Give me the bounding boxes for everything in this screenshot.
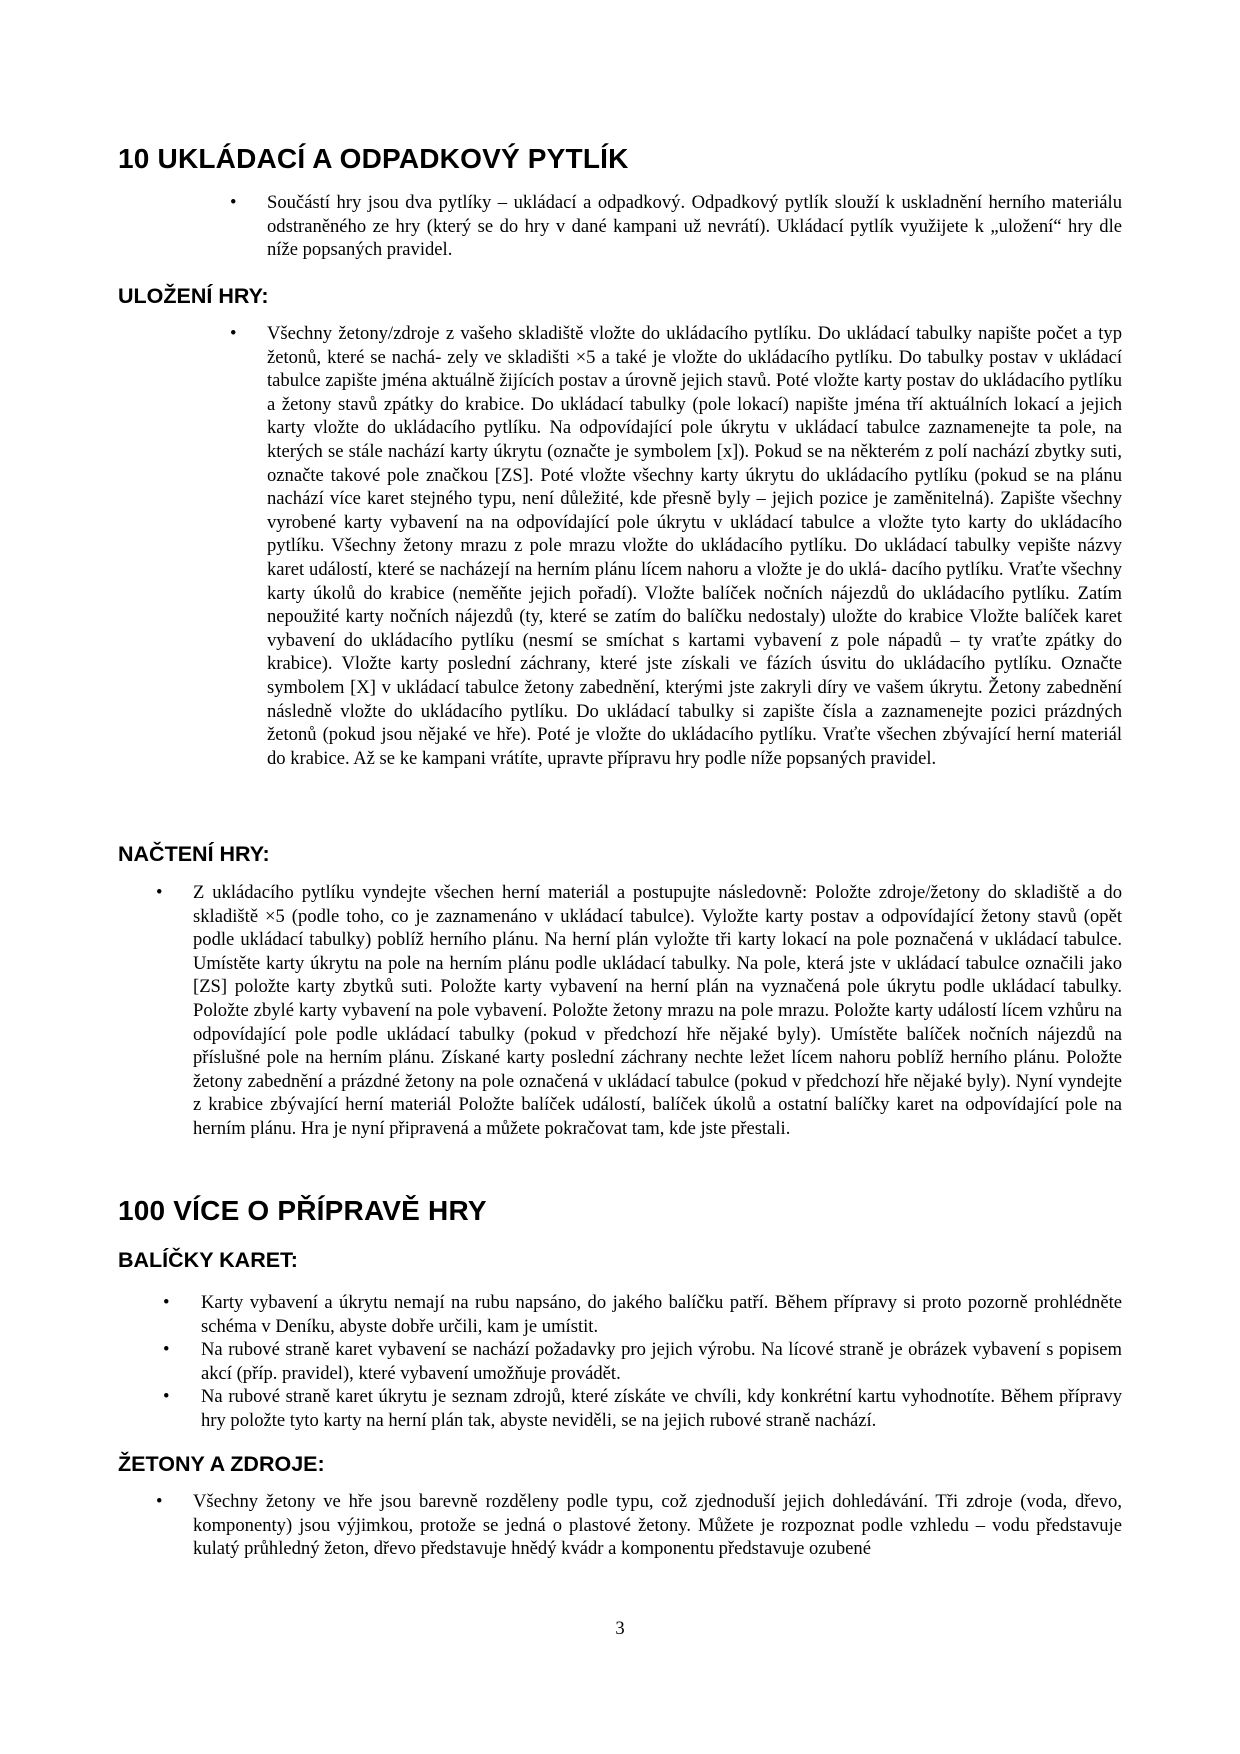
page-number: 3 [615,1618,625,1639]
decks-list [163,1291,1122,1433]
intro-list [230,191,1122,262]
list-item [163,1385,1122,1432]
bullet-glyph: • [163,1292,170,1313]
section-heading-save-bags: 10 UKLÁDACÍ A ODPADKOVÝ PYTLÍK [118,143,629,174]
list-item [230,191,1122,262]
load-paragraph: Z ukládacího pytlíku vyndejte všechen herní materiál a postupujte následovně: Položte zdroje/žetony do skladiště a do skladiště ×5 (podle toho, co je zaznamenáno v ukládací tabulce). Vyložte karty postav a odpovídající žetony stavů (opět podle ukládací tabulky) poblíž herního plánu. Na herní plán vyložte tři karty lokací na pole poznačená v ukládací tabulce. Umístěte karty úkrytu na pole na herním plánu podle ukládací tabulky. Na pole, která jste v ukládací tabulce označili jako [ZS] položte karty zbytků suti. Položte karty vybavení na herní plán na vyznačená pole úkrytu podle ukládací tabulky. Položte zbylé karty vybavení na pole vybavení. Položte žetony mrazu na pole mrazu. Položte karty událostí lícem vzhůru na odpovídající pole podle ukládací tabulky (pokud v předchozí hře nějaké byly). Umístěte balíček nočních nájezdů na příslušné pole na herním plánu. Získané karty poslední záchrany nechte ležet lícem nahoru poblíž herního plánu. Položte žetony zabednění a prázdné žetony na pole označená v ukládací tabulce (pokud v předchozí hře nějaké byly). Nyní vyndejte z krabice zbývající herní materiál Položte balíček událostí, balíček úkolů a ostatní balíčky karet na odpovídající pole na herním plánu. Hra je nyní připravená a můžete pokračovat tam, kde jste přestali. [193,882,1122,1139]
subheading-tokens-resources: ŽETONY A ZDROJE: [118,1452,325,1476]
intro-paragraph: Součástí hry jsou dva pytlíky – ukládací a odpadkový. Odpadkový pytlík slouží k uskladnění herního materiálu odstraněného ze hry (který se do hry v dané kampani už nevrátí). Ukládací pytlík využijete k „uložení“ hry dle níže popsaných pravidel. [267,192,1122,261]
bullet-glyph: • [156,882,163,903]
bullet-glyph: • [230,192,237,213]
save-list [230,322,1122,770]
decks-paragraph: Na rubové straně karet vybavení se nachází požadavky pro jejich výrobu. Na lícové straně je obrázek vybavení s popisem akcí (příp. pravidel), které vybavení umožňuje provádět. [201,1339,1122,1384]
tokens-paragraph: Všechny žetony ve hře jsou barevně rozděleny podle typu, což zjednoduší jejich dohledávání. Tři zdroje (voda, dřevo, komponenty) jsou výjimkou, protože se jedná o plastové žetony. Můžete je rozpoznat podle vzhledu – vodu představuje kulatý průhledný žeton, dřevo představuje hnědý kvádr a komponentu představuje ozubené [193,1491,1122,1560]
subheading-load-game: NAČTENÍ HRY: [118,842,270,866]
list-item [156,1490,1122,1561]
save-paragraph: Všechny žetony/zdroje z vašeho skladiště vložte do ukládacího pytlíku. Do ukládací tabulky napište počet a typ žetonů, které se nachá- zely ve skladišti ×5 a také je vložte do ukládacího pytlíku. Do tabulky postav v ukládací tabulce zapište jména aktuálně žijících postav a úrovně jejich stavů. Poté vložte karty postav do ukládacího pytlíku a žetony stavů zpátky do krabice. Do ukládací tabulky (pole lokací) napište jména tří aktuálních lokací a jejich karty vložte do ukládacího pytlíku. Na odpovídající pole úkrytu v ukládací tabulce zaznamenejte ta pole, na kterých se stále nachází karty úkrytu (označte je symbolem [x]). Pokud se na některém z polí nachází zbytky suti, označte takové pole značkou [ZS]. Poté vložte všechny karty úkrytu do ukládacího pytlíku (pokud se na plánu nachází více karet stejného typu, není důležité, kde přesně byly – jejich pozice je zaměnitelná). Zapište všechny vyrobené karty vybavení na na odpovídající pole úkrytu v ukládací tabulce a vložte tyto karty do ukládacího pytlíku. Všechny žetony mrazu z pole mrazu vložte do ukládacího pytlíku. Do ukládací tabulky vepište názvy karet událostí, které se nacházejí na herním plánu lícem nahoru a vložte je do uklá- dacího pytlíku. Vraťte všechny karty úkolů do krabice (neměňte jejich pořadí). Vložte balíček nočních nájezdů do ukládacího pytlíku. Zatím nepoužité karty nočních nájezdů (ty, které se zatím do balíčku nedostaly) uložte do krabice Vložte balíček karet vybavení do ukládacího pytlíku (nesmí se smíchat s kartami vybavení z pole nápadů – ty vraťte zpátky do krabice). Vložte karty poslední záchrany, které jste získali ve fázích úsvitu do ukládacího pytlíku. Označte symbolem [X] v ukládací tabulce žetony zabednění, kterými jste zakryli díry ve vašem úkrytu. Žetony zabednění následně vložte do ukládacího pytlíku. Do ukládací tabulky si zapište čísla a zaznamenejte pozici prázdných žetonů (pokud jsou nějaké ve hře). Poté je vložte do ukládacího pytlíku. Vraťte všechen zbývající herní materiál do krabice. Až se ke kampani vrátíte, upravte přípravu hry podle níže popsaných pravidel. [267,323,1122,769]
bullet-glyph: • [163,1386,170,1408]
bullet-glyph: • [230,323,237,344]
tokens-list [156,1490,1122,1561]
decks-paragraph: Karty vybavení a úkrytu nemají na rubu napsáno, do jakého balíčku patří. Během přípravy si proto pozorně prohlédněte schéma v Deníku, abyste dobře určili, kam je umístit. [201,1292,1122,1337]
list-item [163,1291,1122,1338]
bullet-glyph: • [156,1491,163,1512]
subheading-save-game: ULOŽENÍ HRY: [118,284,269,308]
decks-paragraph: Na rubové straně karet úkrytu je seznam zdrojů, které získáte ve chvíli, kdy konkrétní kartu vyhodnotíte. Během přípravy hry položte tyto karty na herní plán tak, abyste neviděli, se na jejich rubové straně nachází. [201,1386,1122,1431]
bullet-glyph: • [163,1339,170,1361]
list-item [156,881,1122,1141]
list-item [163,1338,1122,1385]
subheading-card-decks: BALÍČKY KARET: [118,1248,298,1272]
load-list [156,881,1122,1141]
section-heading-setup: 100 VÍCE O PŘÍPRAVĚ HRY [118,1195,487,1226]
list-item [230,322,1122,770]
